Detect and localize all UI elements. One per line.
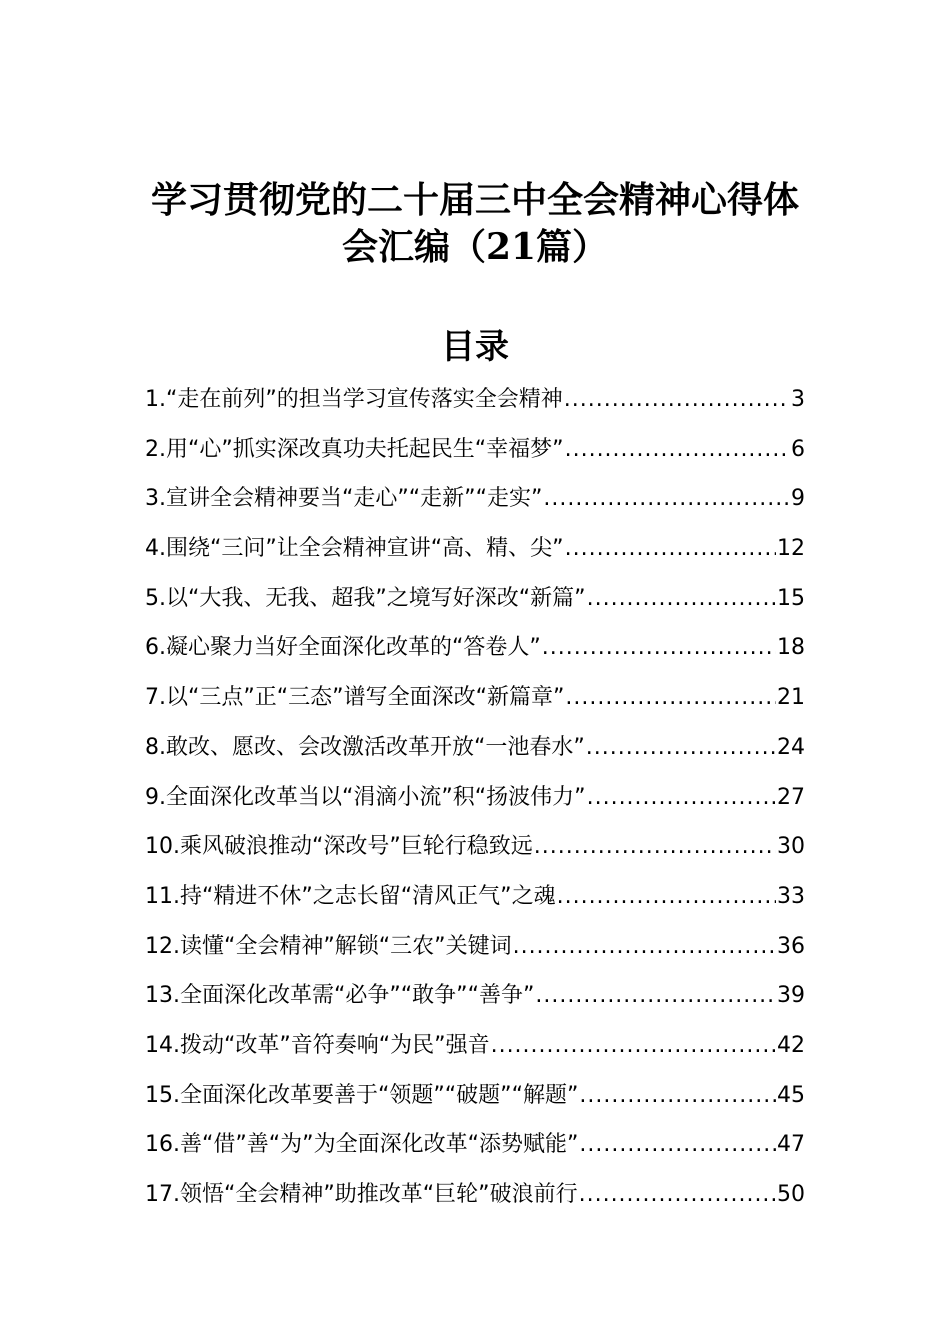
toc-dot-leader: [579, 1177, 776, 1213]
toc-page-number: 30: [777, 834, 805, 860]
toc-entry-title: 4.围绕“三问”让全会精神宣讲“高、精、尖”: [145, 536, 564, 562]
toc-entry[interactable]: [145, 1177, 805, 1227]
toc-entry-title: 2.用“心”抓实深改真功夫托起民生“幸福梦”: [145, 436, 564, 462]
toc-page-number: 50: [777, 1182, 805, 1207]
toc-entry-title: 13.全面深化改革需“必争”“敢争”“善争”: [145, 983, 535, 1009]
toc-entry-title: 7.以“三点”正“三态”谱写全面深改“新篇章”: [145, 685, 565, 711]
toc-page-number: 21: [777, 685, 805, 711]
toc-page-number: 9: [791, 486, 805, 512]
toc-entry-title: 11.持“精进不休”之志长留“清风正气”之魂: [145, 883, 556, 909]
toc-entry-title: 15.全面深化改革要善于“领题”“破题”“解题”: [145, 1082, 579, 1108]
toc-page-number: 24: [777, 734, 805, 760]
toc-page-number: 45: [777, 1082, 805, 1108]
toc-dot-leader: [565, 680, 776, 716]
toc-entry[interactable]: [145, 829, 805, 879]
toc-entry-title: 8.敢改、愿改、会改激活改革开放“一池春水”: [145, 734, 585, 760]
toc-page-number: 15: [777, 585, 805, 611]
toc-page-number: 42: [777, 1032, 805, 1058]
document-title-line-2: 会汇编（21篇）: [341, 226, 609, 268]
toc-dot-leader: [587, 780, 776, 816]
toc-dot-leader: [579, 1127, 776, 1163]
toc-entry[interactable]: [145, 630, 805, 680]
toc-entry[interactable]: [145, 1127, 805, 1177]
toc-dot-leader: [587, 581, 776, 617]
toc-entry-title: 9.全面深化改革当以“涓滴小流”积“扬波伟力”: [145, 784, 586, 810]
toc-page-number: 6: [791, 436, 805, 462]
toc-entry[interactable]: [145, 531, 805, 581]
toc-page-number: 12: [777, 536, 805, 562]
toc-entry[interactable]: [145, 1078, 805, 1128]
toc-page-number: 27: [777, 784, 805, 810]
toc-page-number: 33: [777, 883, 805, 909]
toc-entry[interactable]: [145, 929, 805, 979]
table-of-contents: [145, 382, 805, 1227]
toc-dot-leader: [557, 879, 776, 915]
toc-dot-leader: [565, 531, 776, 567]
toc-page-number: 3: [791, 387, 805, 412]
toc-entry[interactable]: [145, 1028, 805, 1078]
toc-entry[interactable]: [145, 730, 805, 780]
toc-heading: 目录: [441, 327, 509, 367]
toc-dot-leader: [535, 978, 776, 1014]
toc-dot-leader: [491, 1028, 776, 1064]
toc-dot-leader: [534, 829, 776, 865]
toc-page-number: 18: [777, 635, 805, 661]
toc-entry-title: 5.以“大我、无我、超我”之境写好深改“新篇”: [145, 585, 586, 611]
toc-entry[interactable]: [145, 382, 805, 432]
toc-dot-leader: [565, 432, 790, 468]
toc-page-number: 36: [777, 933, 805, 959]
toc-entry[interactable]: [145, 432, 805, 482]
toc-entry-title: 17.领悟“全会精神”助推改革“巨轮”破浪前行: [145, 1182, 578, 1207]
toc-entry-title: 10.乘风破浪推动“深改号”巨轮行稳致远: [145, 834, 533, 860]
toc-entry-title: 1.“走在前列”的担当学习宣传落实全会精神: [145, 387, 563, 412]
toc-dot-leader: [542, 630, 776, 666]
toc-dot-leader: [564, 382, 790, 418]
toc-page-number: 39: [777, 983, 805, 1009]
toc-dot-leader: [543, 481, 790, 517]
toc-entry-title: 3.宣讲全会精神要当“走心”“走新”“走实”: [145, 486, 543, 512]
document-title-line-1: 学习贯彻党的二十届三中全会精神心得体: [150, 179, 799, 221]
toc-entry[interactable]: [145, 680, 805, 730]
toc-entry[interactable]: [145, 780, 805, 830]
toc-entry[interactable]: [145, 978, 805, 1028]
toc-entry[interactable]: [145, 581, 805, 631]
toc-entry-title: 6.凝心聚力当好全面深化改革的“答卷人”: [145, 635, 541, 661]
toc-entry-title: 12.读懂“全会精神”解锁“三农”关键词: [145, 933, 512, 959]
toc-dot-leader: [513, 929, 776, 965]
toc-entry-title: 14.拨动“改革”音符奏响“为民”强音: [145, 1032, 490, 1058]
toc-dot-leader: [586, 730, 776, 766]
toc-entry-title: 16.善“借”善“为”为全面深化改革“添势赋能”: [145, 1132, 579, 1158]
toc-dot-leader: [579, 1078, 776, 1114]
toc-entry[interactable]: [145, 481, 805, 531]
toc-page-number: 47: [777, 1132, 805, 1158]
toc-entry[interactable]: [145, 879, 805, 929]
